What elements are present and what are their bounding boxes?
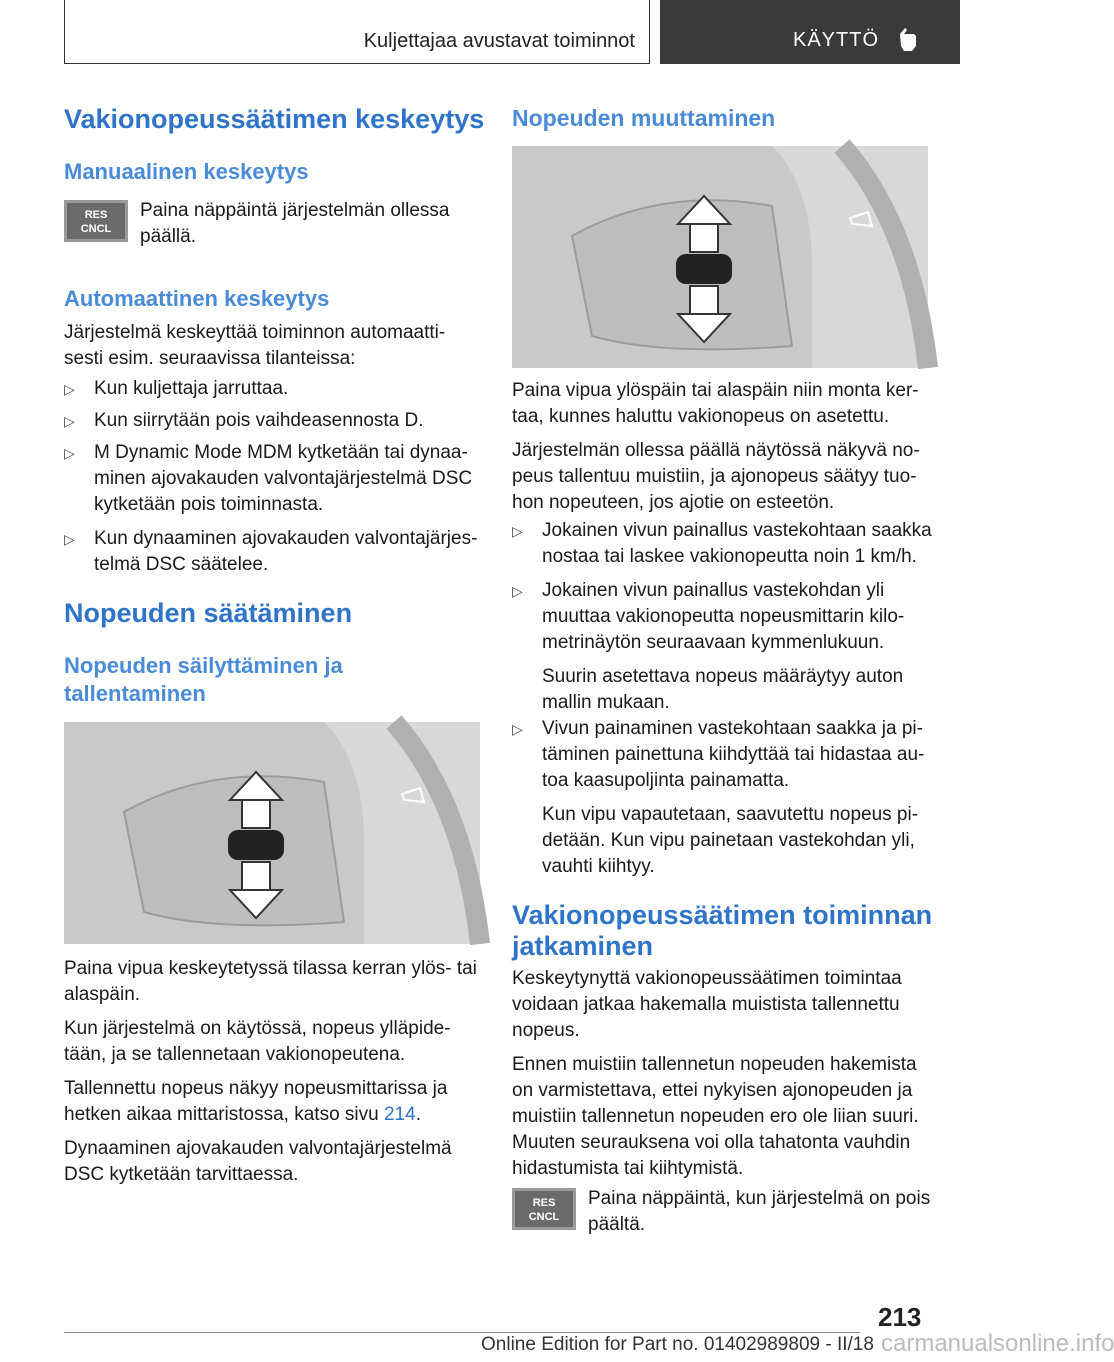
edition-text: Online Edition for Part no. 01402989809 - II/18 xyxy=(481,1334,874,1355)
footer-edition xyxy=(481,1330,1114,1357)
text-line: taa, kunnes haluttu vakionopeus on asetettu. xyxy=(512,406,890,427)
footer-divider xyxy=(64,1332,860,1333)
resume-button-text xyxy=(588,1186,932,1238)
triangle-bullet-icon: ▷ xyxy=(512,721,523,737)
bullet-text xyxy=(542,578,932,716)
text-line: mallin mukaan. xyxy=(542,692,670,713)
heading-interrupt: Vakionopeussäätimen keskeytys xyxy=(64,104,485,134)
text-line xyxy=(64,1102,484,1128)
heading-keep-store xyxy=(64,652,343,708)
heading-line: Nopeuden säilyttäminen ja xyxy=(64,653,343,678)
section-title: Kuljettajaa avustavat toiminnot xyxy=(363,30,635,52)
heading-line: tallentaminen xyxy=(64,681,206,706)
chapter-tab[interactable] xyxy=(660,0,960,64)
text-line: Muuten seurauksena voi olla tahatonta vauhdin xyxy=(512,1132,911,1153)
bullet-text xyxy=(94,526,484,578)
bullet-text xyxy=(542,716,932,880)
bullet-text: Kun kuljettaja jarruttaa. xyxy=(94,378,289,399)
text-line: detään. Kun vipu painetaan vastekohdan yli, xyxy=(542,830,915,851)
triangle-bullet-icon: ▷ xyxy=(512,583,523,599)
text-line: Keskeytynyttä vakionopeussäätimen toimintaa xyxy=(512,968,902,989)
text-line: Jokainen vivun painallus vastekohtaan saakka xyxy=(542,520,932,541)
text-line: Ennen muistiin tallennetun nopeuden hakemista xyxy=(512,1054,917,1075)
page-number: 213 xyxy=(878,1302,922,1332)
text-line: Paina näppäintä, kun järjestelmä on pois xyxy=(588,1188,931,1209)
text-line: Suurin asetettava nopeus määräytyy auton xyxy=(542,666,904,687)
text-line: Vivun painaminen vastekohtaan saakka ja pi‐ xyxy=(542,718,923,739)
text-line: on varmistettava, ettei nykyisen ajonopeuden ja xyxy=(512,1080,913,1101)
text-line: Kun dynaaminen ajovakauden valvontajärjes‐ xyxy=(94,528,478,549)
steering-wheel-illustration xyxy=(64,722,480,944)
triangle-bullet-icon: ▷ xyxy=(64,531,75,547)
steering-wheel-lever-image xyxy=(64,722,480,944)
text-line: Jokainen vivun painallus vastekohdan yli xyxy=(542,580,885,601)
text-line: Järjestelmän ollessa päällä näytössä näkyvä no‐ xyxy=(512,440,920,461)
bullet-text xyxy=(94,440,484,518)
text-line: voidaan jatkaa hakemalla muistista tallennettu xyxy=(512,994,900,1015)
text-line: nopeus. xyxy=(512,1020,580,1041)
text-line: päällä. xyxy=(140,226,196,247)
text-line: Tallennettu nopeus näkyy nopeusmittarissa ja xyxy=(64,1078,448,1099)
text-line: tään, ja se tallennetaan vakionopeutena. xyxy=(64,1044,406,1065)
heading-speed-change: Nopeuden muuttaminen xyxy=(512,105,776,131)
manual-interrupt-text xyxy=(140,198,480,250)
text-line: hidastumista tai kiihtymistä. xyxy=(512,1158,744,1179)
text-span: hetken aikaa mittaristossa, katso sivu xyxy=(64,1104,384,1125)
text-line: telmä DSC säätelee. xyxy=(94,554,269,575)
auto-intro xyxy=(64,320,484,372)
text-line: muistiin tallennetun nopeuden ero ole liian suuri. xyxy=(512,1106,919,1127)
keep-paragraphs xyxy=(64,956,484,1188)
text-line: toa kaasupoljinta painamatta. xyxy=(542,770,790,791)
cncl-label: CNCL xyxy=(528,1211,560,1223)
triangle-bullet-icon: ▷ xyxy=(512,523,523,539)
text-line: sesti esim. seuraavissa tilanteissa: xyxy=(64,348,356,369)
text-line: hon nopeuteen, jos ajotie on esteetön. xyxy=(512,492,835,513)
res-cncl-button-icon xyxy=(64,200,128,242)
text-line: Dynaaminen ajovakauden valvontajärjestelmä xyxy=(64,1138,452,1159)
bullet-text xyxy=(542,518,932,570)
text-line: Paina näppäintä järjestelmän ollessa xyxy=(140,200,450,221)
heading-line: jatkaminen xyxy=(512,931,654,961)
triangle-bullet-icon: ▷ xyxy=(64,413,75,429)
text-line: muuttaa vakionopeutta nopeusmittarin kilo‐ xyxy=(542,606,905,627)
text-line: Kun järjestelmä on käytössä, nopeus ylläpide‐ xyxy=(64,1018,451,1039)
res-label: RES xyxy=(84,209,108,221)
text-span: . xyxy=(415,1104,421,1125)
text-line: Paina vipua ylöspäin tai alaspäin niin monta ker‐ xyxy=(512,380,919,401)
text-line: minen ajovakauden valvontajärjestelmä DSC xyxy=(94,468,473,489)
heading-line: Vakionopeussäätimen toiminnan xyxy=(512,900,933,930)
cncl-label: CNCL xyxy=(80,223,112,235)
text-line: M Dynamic Mode MDM kytketään tai dynaa‐ xyxy=(94,442,468,463)
text-line: päältä. xyxy=(588,1214,646,1235)
chapter-tab-label: KÄYTTÖ xyxy=(793,29,880,51)
text-line: alaspäin. xyxy=(64,984,141,1005)
text-line: kytketään pois toiminnasta. xyxy=(94,494,324,515)
change-paragraphs xyxy=(512,378,932,516)
text-line: Kun vipu vapautetaan, saavutettu nopeus pi‐ xyxy=(542,804,919,825)
steering-wheel-illustration xyxy=(512,146,928,368)
page-link[interactable]: 214 xyxy=(383,1104,416,1125)
heading-resume xyxy=(512,900,932,962)
heading-manual-interrupt: Manuaalinen keskeytys xyxy=(64,159,309,184)
text-line: vauhti kiihtyy. xyxy=(542,856,655,877)
text-line: Järjestelmä keskeyttää toiminnon automaatti‐ xyxy=(64,322,446,343)
res-cncl-button-icon xyxy=(512,1188,576,1230)
watermark-text: carmanualsonline.info xyxy=(881,1330,1114,1357)
bullet-text: Kun siirrytään pois vaihdeasennosta D. xyxy=(94,410,424,431)
res-label: RES xyxy=(532,1197,556,1209)
triangle-bullet-icon: ▷ xyxy=(64,381,75,397)
hand-pointer-icon xyxy=(894,24,924,54)
text-line: metrinäytön seuraavaan kymmenlukuun. xyxy=(542,632,885,653)
header-section-box xyxy=(64,0,650,64)
steering-wheel-lever-image xyxy=(512,146,928,368)
text-line: nostaa tai laskee vakionopeutta noin 1 km/h. xyxy=(542,546,917,567)
text-line: peus tallentuu muistiin, ja ajonopeus säätyy tuo‐ xyxy=(512,466,917,487)
resume-paragraphs xyxy=(512,966,932,1182)
text-line: täminen painettuna kiihdyttää tai hidastaa au‐ xyxy=(542,744,925,765)
triangle-bullet-icon: ▷ xyxy=(64,445,75,461)
text-line: DSC kytketään tarvittaessa. xyxy=(64,1164,299,1185)
heading-speed-adjust: Nopeuden säätäminen xyxy=(64,598,353,628)
heading-auto-interrupt: Automaattinen keskeytys xyxy=(64,286,330,311)
text-line: Paina vipua keskeytetyssä tilassa kerran ylös- tai xyxy=(64,958,477,979)
